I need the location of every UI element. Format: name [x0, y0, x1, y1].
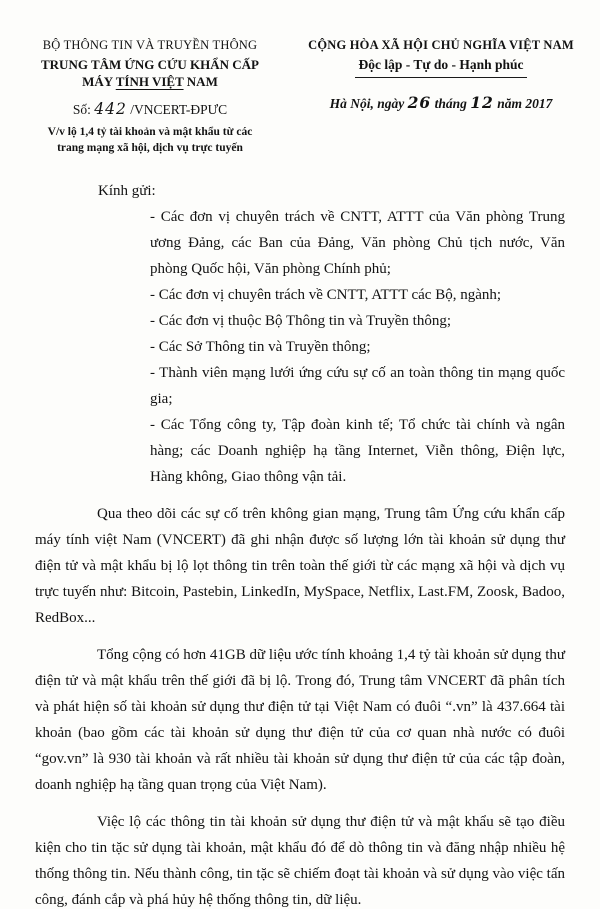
document-number-label: Số:: [72, 102, 95, 117]
recipient-item: - Thành viên mạng lưới ứng cứu sự cố an toàn thông tin mạng quốc gia;: [150, 365, 565, 407]
document-subject-line1: V/v lộ 1,4 tỷ tài khoản và mật khẩu từ các: [47, 126, 253, 138]
document-header: [0, 0, 600, 156]
recipient-item: - Các đơn vị thuộc Bộ Thông tin và Truyền thông;: [150, 313, 451, 329]
issuing-org-name-line1: TRUNG TÂM ỨNG CỨU KHẨN CẤP: [41, 57, 259, 72]
recipient-item: - Các đơn vị chuyên trách về CNTT, ATTT của Văn phòng Trung ương Đảng, các Ban của Đảng, Văn phòng Chủ tịch nước, Văn phòng Quốc hội, Văn phòng Chính phủ;: [150, 209, 565, 277]
org-name-underlined: TÍNH VIỆT: [115, 74, 184, 89]
place-date-line: [282, 93, 600, 112]
document-subject-line2: trang mạng xã hội, dịch vụ trực tuyến: [57, 142, 243, 154]
issuing-agency-block: [0, 38, 282, 156]
body-paragraph: Việc lộ các thông tin tài khoản sử dụng thư điện tử và mật khẩu sẽ tạo điều kiện cho tin tặc sử dụng tài khoản, mật khẩu đó để dò thông tin và đăng nhập nhiều hệ thống thông tin. Nếu thành công, tin tặc sẽ chiếm đoạt tài khoản và sử dụng vào việc tấn công, đánh cắp và phá hủy hệ thống thông tin, dữ liệu.: [35, 814, 565, 908]
date-middle: tháng: [431, 96, 471, 111]
salutation: Kính gửi:: [98, 183, 156, 199]
date-month-handwritten: 12: [470, 93, 494, 112]
recipient-item: - Các Sở Thông tin và Truyền thông;: [150, 339, 371, 355]
recipients-list: [150, 204, 565, 490]
date-day-handwritten: 26: [407, 93, 432, 112]
date-prefix: Hà Nội, ngày: [329, 96, 408, 111]
document-number-line: [18, 100, 282, 118]
org-name-pre: MÁY: [82, 74, 116, 89]
recipient-item: - Các đơn vị chuyên trách về CNTT, ATTT các Bộ, ngành;: [150, 287, 502, 303]
document-body: [0, 178, 600, 909]
body-paragraph: Tổng cộng có hơn 41GB dữ liệu ước tính khoảng 1,4 tỷ tài khoản sử dụng thư điện tử và mật khẩu trên thế giới đã bị lộ. Trong đó, Trung tâm VNCERT đã phân tích và phát hiện số tài khoản sử dụng thư điện tử tại Việt Nam có đuôi “.vn” là 437.664 tài khoản (bao gồm các tài khoản sử dụng thư điện tử của cơ quan nhà nước có đuôi “gov.vn” là 930 tài khoản và rất nhiều tài khoản sử dụng thư điện tử của các tập đoàn, doanh nghiệp hạ tầng quan trọng của Việt Nam).: [35, 647, 565, 793]
issuing-org-name-line2: [18, 73, 282, 90]
org-name-post: NAM: [183, 74, 218, 89]
document-number-handwritten: 442: [94, 100, 127, 118]
recipient-item: - Các Tổng công ty, Tập đoàn kinh tế; Tổ chức tài chính và ngân hàng; các Doanh nghiệp hạ tầng Internet, Viễn thông, Điện lực, Hàng không, Giao thông vận tải.: [150, 417, 565, 485]
document-subject: [18, 124, 282, 156]
date-suffix: năm 2017: [493, 96, 553, 111]
body-paragraph: Qua theo dõi các sự cố trên không gian mạng, Trung tâm Ứng cứu khẩn cấp máy tính việt Nam (VNCERT) đã ghi nhận được số lượng lớn tài khoản sử dụng thư điện tử và mật khẩu bị lộ lọt thông tin trên toàn thế giới từ các mạng xã hội và dịch vụ trực tuyến như: Bitcoin, Pastebin, LinkedIn, MySpace, Netflix, Last.FM, Zoosk, Badoo, RedBox...: [35, 506, 565, 626]
document-number-suffix: /VNCERT-ĐPƯC: [126, 102, 228, 117]
national-title: CỘNG HÒA XÃ HỘI CHỦ NGHĨA VIỆT NAM: [308, 38, 574, 52]
national-motto: Độc lập - Tự do - Hạnh phúc: [358, 57, 524, 72]
parent-ministry-name: BỘ THÔNG TIN VÀ TRUYỀN THÔNG: [42, 38, 258, 52]
national-motto-block: [282, 38, 600, 156]
motto-underline-rule: [355, 77, 527, 78]
